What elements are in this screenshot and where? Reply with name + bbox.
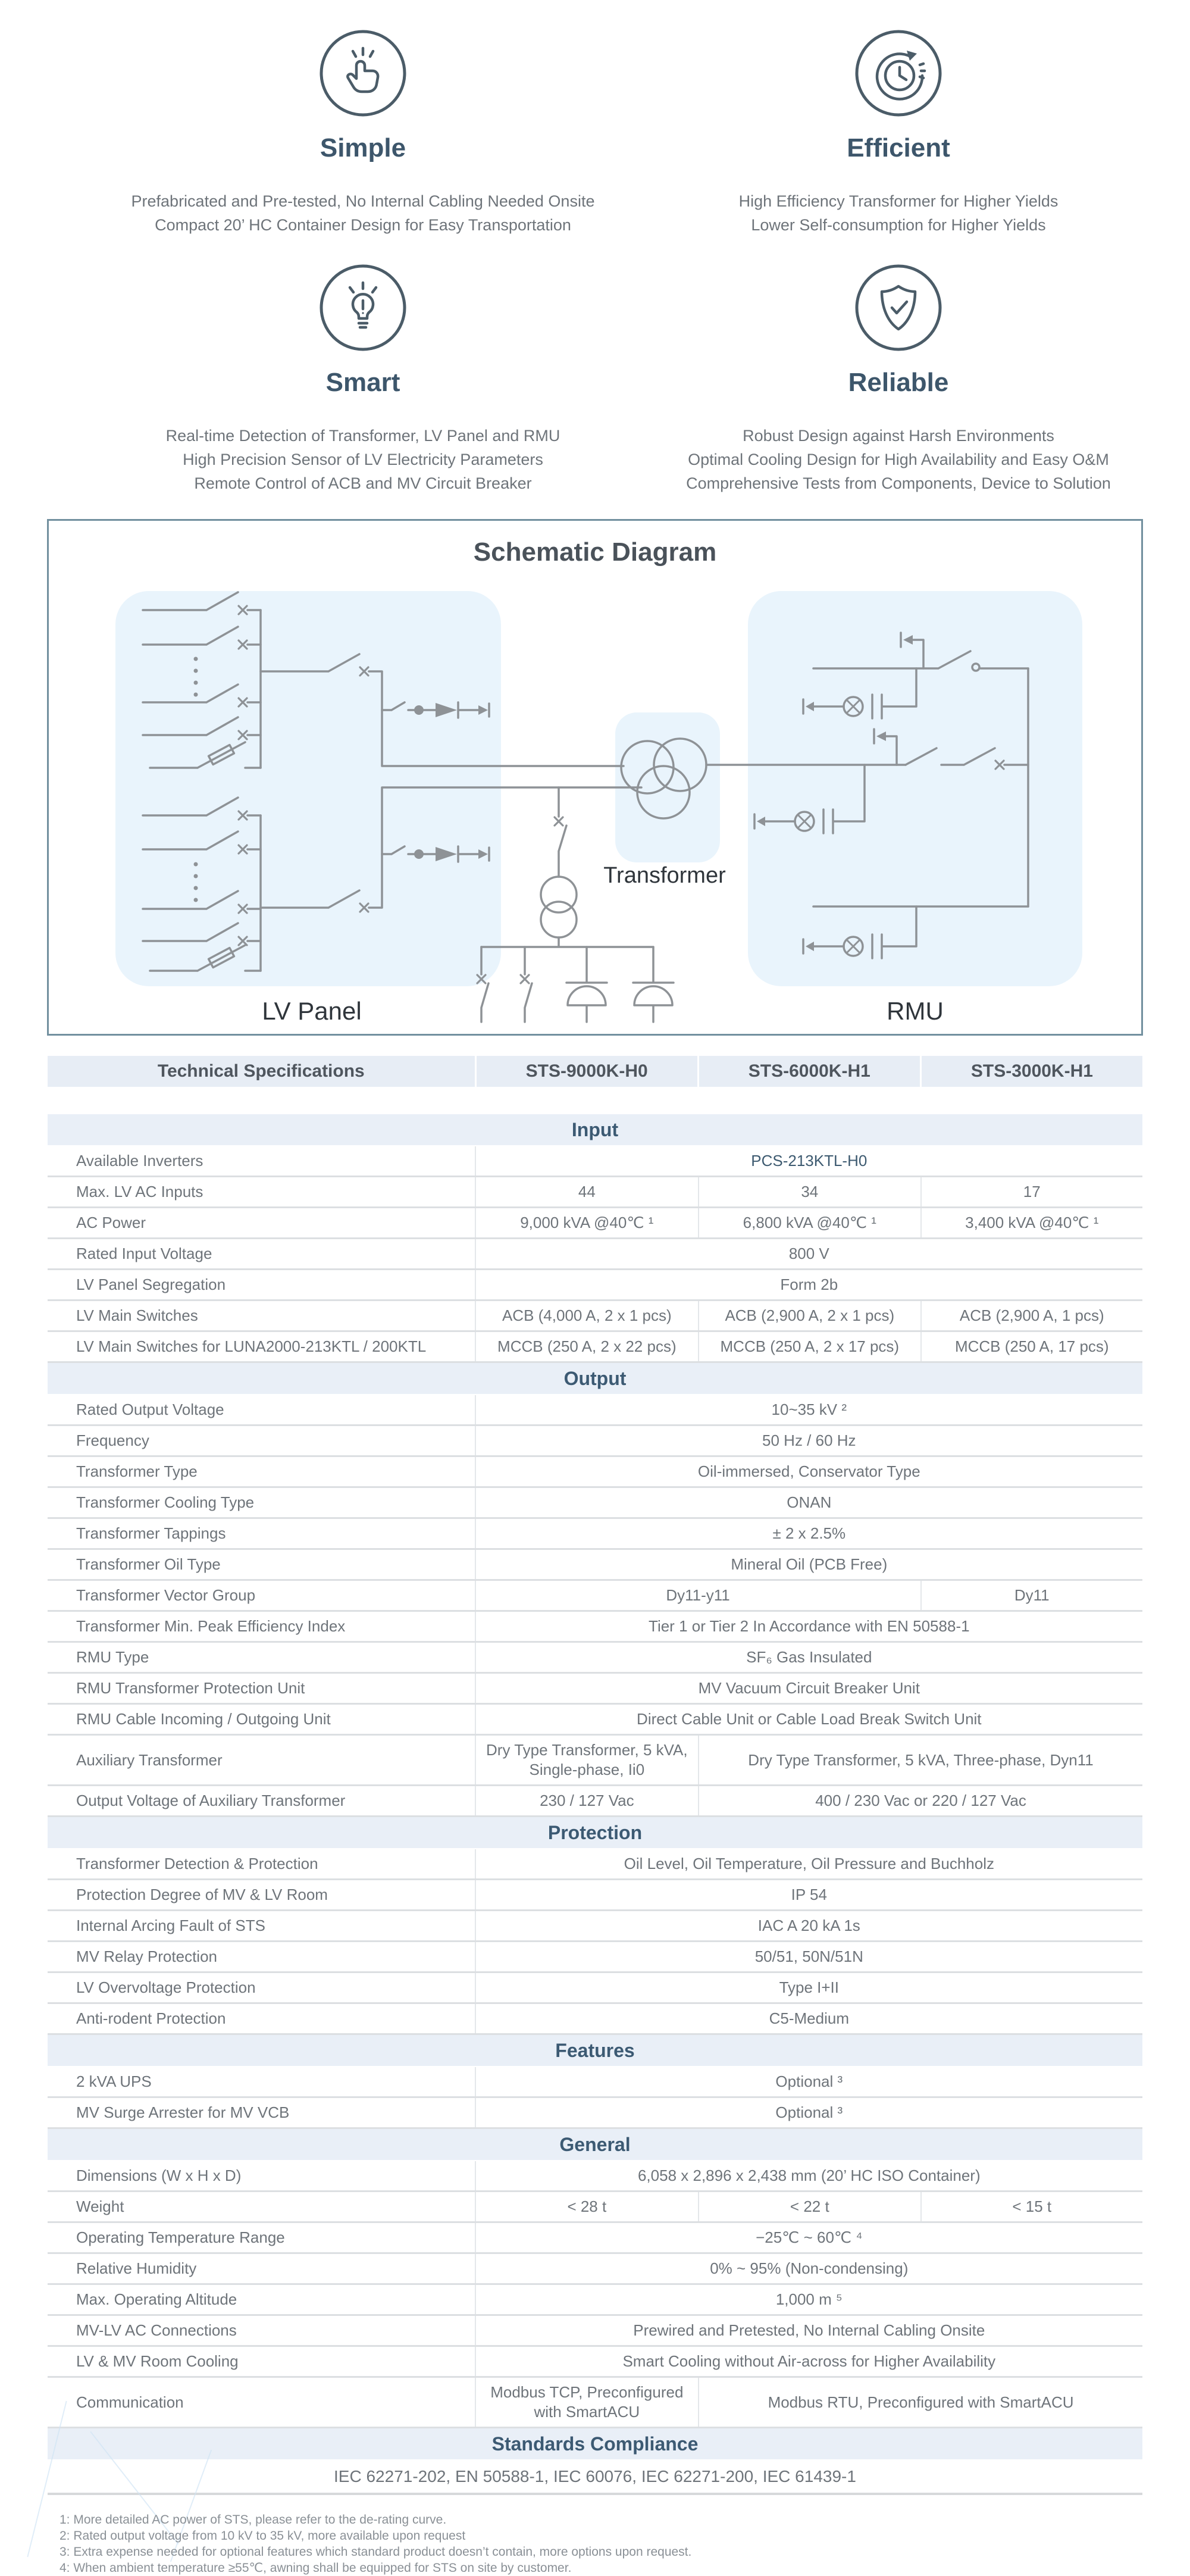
spec-values bbox=[475, 1786, 1142, 1815]
spec-value: PCS-213KTL-H0 bbox=[751, 1152, 868, 1170]
spec-value: 3,400 kVA @40℃ ¹ bbox=[920, 1208, 1142, 1237]
spec-value: C5-Medium bbox=[769, 2009, 849, 2027]
spec-value: Type I+II bbox=[779, 1978, 840, 1996]
spec-values bbox=[475, 2316, 1142, 2345]
feature-line: Robust Design against Harsh Environments bbox=[743, 427, 1054, 445]
spec-row bbox=[48, 1674, 1142, 1705]
spec-value: < 28 t bbox=[567, 2197, 607, 2215]
smart-bulb-icon bbox=[95, 263, 631, 352]
spec-row bbox=[48, 1849, 1142, 1880]
spec-label: RMU Cable Incoming / Outgoing Unit bbox=[76, 1710, 331, 1728]
spec-value: 6,058 x 2,896 x 2,438 mm (20’ HC ISO Container) bbox=[637, 2167, 981, 2184]
spec-row bbox=[48, 2192, 1142, 2223]
spec-row bbox=[48, 1488, 1142, 1519]
spec-label: LV Main Switches for LUNA2000-213KTL / 200KTL bbox=[76, 1337, 427, 1355]
spec-row bbox=[48, 1643, 1142, 1674]
feature-line: High Efficiency Transformer for Higher Yields bbox=[738, 192, 1059, 210]
column-header-model: STS-6000K-H1 bbox=[697, 1056, 920, 1087]
spec-label: MV Surge Arrester for MV VCB bbox=[76, 2103, 290, 2121]
feature-line: Compact 20’ HC Container Design for Easy Transportation bbox=[155, 216, 571, 234]
feature-line: Remote Control of ACB and MV Circuit Breaker bbox=[194, 474, 532, 492]
spec-label: Transformer Detection & Protection bbox=[76, 1855, 318, 1872]
schematic-title: Schematic Diagram bbox=[473, 537, 717, 567]
spec-value: MCCB (250 A, 2 x 22 pcs) bbox=[497, 1337, 677, 1355]
spec-label: AC Power bbox=[76, 1214, 146, 1231]
transformer-label: Transformer bbox=[603, 863, 726, 888]
spec-value: MCCB (250 A, 17 pcs) bbox=[920, 1332, 1142, 1361]
spec-label: Transformer Cooling Type bbox=[76, 1493, 255, 1511]
spec-value: Mineral Oil (PCB Free) bbox=[731, 1555, 888, 1573]
spec-values bbox=[475, 2098, 1142, 2127]
spec-row bbox=[48, 2378, 1142, 2428]
spec-label: Max. Operating Altitude bbox=[76, 2290, 237, 2308]
spec-values bbox=[475, 2285, 1142, 2314]
spec-values bbox=[475, 1177, 1142, 1206]
spec-label: Internal Arcing Fault of STS bbox=[76, 1917, 265, 1934]
spec-label: Transformer Tappings bbox=[76, 1524, 226, 1542]
spec-label: Max. LV AC Inputs bbox=[76, 1183, 203, 1201]
spec-values bbox=[475, 1395, 1142, 1424]
single-line-diagram bbox=[49, 521, 1141, 1034]
spec-value: 800 V bbox=[788, 1245, 829, 1262]
spec-values bbox=[475, 1674, 1142, 1703]
spec-label: Protection Degree of MV & LV Room bbox=[76, 1886, 328, 1903]
spec-values bbox=[475, 2067, 1142, 2096]
spec-values bbox=[475, 1581, 1142, 1610]
spec-value: SF₆ Gas Insulated bbox=[746, 1648, 872, 1666]
spec-value: MCCB (250 A, 2 x 17 pcs) bbox=[698, 1332, 920, 1361]
spec-label: LV & MV Room Cooling bbox=[76, 2352, 239, 2370]
section-header: Standards Compliance bbox=[48, 2428, 1142, 2459]
spec-row bbox=[48, 2223, 1142, 2254]
spec-row bbox=[48, 1332, 1142, 1363]
spec-row bbox=[48, 1581, 1142, 1612]
spec-value: IP 54 bbox=[791, 1886, 827, 1903]
spec-value: 34 bbox=[698, 1177, 920, 1206]
spec-values bbox=[475, 1519, 1142, 1548]
spec-value: ACB (2,900 A, 1 pcs) bbox=[920, 1301, 1142, 1330]
spec-values bbox=[475, 2254, 1142, 2283]
spec-label: MV Relay Protection bbox=[76, 1947, 217, 1965]
section-header: Protection bbox=[48, 1817, 1142, 1848]
spec-row bbox=[48, 1705, 1142, 1736]
table-header bbox=[48, 1056, 1142, 1087]
spec-table bbox=[48, 1056, 1142, 2493]
spec-label: LV Overvoltage Protection bbox=[76, 1978, 256, 1996]
spec-values bbox=[475, 1301, 1142, 1330]
spec-value: Modbus RTU, Preconfigured with SmartACU bbox=[698, 2378, 1142, 2427]
feature-description bbox=[95, 189, 631, 237]
spec-value: Dy11 bbox=[920, 1581, 1142, 1610]
feature-title: Smart bbox=[325, 368, 400, 397]
spec-value: 6,800 kVA @40℃ ¹ bbox=[698, 1208, 920, 1237]
spec-label: MV-LV AC Connections bbox=[76, 2321, 237, 2339]
spec-label: LV Main Switches bbox=[76, 1306, 198, 1324]
spec-value: Optional ³ bbox=[775, 2072, 843, 2090]
footnote: 2: Rated output voltage from 10 kV to 35 kV, more available upon request bbox=[60, 2529, 466, 2543]
spec-row bbox=[48, 1942, 1142, 1973]
spec-value: 10~35 kV ² bbox=[771, 1400, 847, 1418]
feature-card bbox=[95, 29, 631, 237]
spec-value: Optional ³ bbox=[775, 2103, 843, 2121]
feature-card bbox=[95, 263, 631, 495]
shield-check-icon bbox=[631, 263, 1166, 352]
spec-values bbox=[475, 1488, 1142, 1517]
spec-values bbox=[475, 1270, 1142, 1299]
footnote: 3: Extra expense needed for optional features which standard product doesn’t contain, more options upon request. bbox=[60, 2545, 692, 2559]
spec-value: ACB (4,000 A, 2 x 1 pcs) bbox=[502, 1306, 672, 1324]
spec-row bbox=[48, 2004, 1142, 2035]
spec-values bbox=[475, 2223, 1142, 2252]
spec-value: < 22 t bbox=[698, 2192, 920, 2221]
spec-value: 50/51, 50N/51N bbox=[754, 1947, 863, 1965]
section-header: Input bbox=[48, 1114, 1142, 1145]
feature-title: Simple bbox=[320, 133, 406, 162]
spec-value: Oil Level, Oil Temperature, Oil Pressure and Buchholz bbox=[624, 1855, 994, 1872]
feature-card bbox=[631, 263, 1166, 495]
spec-value: ± 2 x 2.5% bbox=[772, 1524, 846, 1542]
table-header-title: Technical Specifications bbox=[157, 1061, 365, 1081]
spec-values bbox=[475, 1736, 1142, 1784]
spec-value: 17 bbox=[920, 1177, 1142, 1206]
spec-row bbox=[48, 2161, 1142, 2192]
spec-value: < 15 t bbox=[920, 2192, 1142, 2221]
spec-label: Communication bbox=[76, 2393, 184, 2411]
feature-line: High Precision Sensor of LV Electricity Parameters bbox=[183, 451, 543, 468]
spec-value: Oil-immersed, Conservator Type bbox=[697, 1462, 920, 1480]
spec-row bbox=[48, 1880, 1142, 1911]
spec-values bbox=[475, 1208, 1142, 1237]
feature-description bbox=[631, 189, 1166, 237]
spec-value: 400 / 230 Vac or 220 / 127 Vac bbox=[698, 1786, 1142, 1815]
feature-line: Optimal Cooling Design for High Availability and Easy O&M bbox=[688, 451, 1109, 468]
spec-values bbox=[475, 2378, 1142, 2427]
spec-value: Prewired and Pretested, No Internal Cabling Onsite bbox=[633, 2321, 985, 2339]
spec-values bbox=[475, 2161, 1142, 2190]
spec-row bbox=[48, 1239, 1142, 1270]
spec-row bbox=[48, 1457, 1142, 1488]
spec-value: Direct Cable Unit or Cable Load Break Switch Unit bbox=[637, 1710, 982, 1728]
column-header-model: STS-9000K-H0 bbox=[475, 1056, 697, 1087]
spec-values bbox=[475, 1550, 1142, 1579]
spec-values bbox=[475, 1426, 1142, 1455]
spec-values bbox=[475, 1942, 1142, 1971]
efficiency-clock-icon bbox=[631, 29, 1166, 118]
spec-values bbox=[475, 1911, 1142, 1940]
spec-values bbox=[475, 1239, 1142, 1268]
spec-row bbox=[48, 1395, 1142, 1426]
feature-description bbox=[95, 424, 631, 495]
spec-label: Transformer Oil Type bbox=[76, 1555, 221, 1573]
spec-row bbox=[48, 1911, 1142, 1942]
spec-value: 44 bbox=[578, 1183, 596, 1201]
standards-text: IEC 62271-202, EN 50588-1, IEC 60076, IEC 62271-200, IEC 61439-1 bbox=[334, 2467, 856, 2486]
spec-value: Modbus TCP, Preconfigured with SmartACU bbox=[490, 2383, 684, 2421]
column-header-model: STS-3000K-H1 bbox=[920, 1056, 1142, 1087]
spec-values bbox=[475, 2004, 1142, 2033]
spec-row bbox=[48, 1146, 1142, 1177]
spec-values bbox=[475, 1146, 1142, 1176]
footnote: 1: More detailed AC power of STS, please refer to the de-rating curve. bbox=[60, 2513, 447, 2527]
tap-icon bbox=[95, 29, 631, 118]
spec-value: Dry Type Transformer, 5 kVA, Single-phase, Ii0 bbox=[486, 1741, 688, 1778]
spec-value: 0% ~ 95% (Non-condensing) bbox=[710, 2259, 909, 2277]
spec-row bbox=[48, 2316, 1142, 2347]
spec-values bbox=[475, 2347, 1142, 2376]
spec-label: Operating Temperature Range bbox=[76, 2228, 285, 2246]
section-header: Output bbox=[48, 1363, 1142, 1394]
spec-value: MV Vacuum Circuit Breaker Unit bbox=[698, 1679, 920, 1697]
spec-label: Relative Humidity bbox=[76, 2259, 197, 2277]
spec-label: 2 kVA UPS bbox=[76, 2072, 152, 2090]
table-sections bbox=[48, 1114, 1142, 2459]
spec-label: LV Panel Segregation bbox=[76, 1276, 226, 1293]
spec-value: −25℃ ~ 60℃ ⁴ bbox=[756, 2228, 863, 2246]
spec-values bbox=[475, 1643, 1142, 1672]
feature-line: Prefabricated and Pre-tested, No Internal Cabling Needed Onsite bbox=[131, 192, 595, 210]
feature-title: Efficient bbox=[847, 133, 950, 162]
spec-row bbox=[48, 2347, 1142, 2378]
spec-value: 9,000 kVA @40℃ ¹ bbox=[520, 1214, 654, 1231]
spec-label: Weight bbox=[76, 2197, 124, 2215]
rmu-region bbox=[748, 591, 1082, 986]
feature-line: Real-time Detection of Transformer, LV Panel and RMU bbox=[165, 427, 560, 445]
spec-values bbox=[475, 1880, 1142, 1909]
spec-label: Transformer Type bbox=[76, 1462, 198, 1480]
spec-value: Dy11-y11 bbox=[666, 1586, 730, 1604]
spec-value: 1,000 m ⁵ bbox=[775, 2290, 843, 2308]
schematic-box bbox=[47, 519, 1143, 1036]
feature-line: Lower Self-consumption for Higher Yields bbox=[751, 216, 1046, 234]
spec-label: Output Voltage of Auxiliary Transformer bbox=[76, 1792, 346, 1809]
spec-label: Rated Input Voltage bbox=[76, 1245, 212, 1262]
section-header: Features bbox=[48, 2035, 1142, 2066]
spec-row bbox=[48, 1270, 1142, 1301]
spec-row bbox=[48, 2285, 1142, 2316]
spec-value: IAC A 20 kA 1s bbox=[757, 1917, 860, 1934]
spec-values bbox=[475, 1332, 1142, 1361]
feature-description bbox=[631, 424, 1166, 495]
spec-row bbox=[48, 1786, 1142, 1817]
spec-row bbox=[48, 1208, 1142, 1239]
spec-values bbox=[475, 1457, 1142, 1486]
spec-values bbox=[475, 1973, 1142, 2002]
spec-label: Transformer Vector Group bbox=[76, 1586, 256, 1604]
spec-row bbox=[48, 2067, 1142, 2098]
feature-title: Reliable bbox=[848, 368, 949, 397]
spec-value: Tier 1 or Tier 2 In Accordance with EN 50588-1 bbox=[649, 1617, 970, 1635]
spec-value: 50 Hz / 60 Hz bbox=[762, 1431, 856, 1449]
spec-label: Dimensions (W x H x D) bbox=[76, 2167, 242, 2184]
feature-grid bbox=[0, 0, 1190, 495]
footer-divider bbox=[48, 2493, 1142, 2495]
spec-row bbox=[48, 1612, 1142, 1643]
spec-values bbox=[475, 1612, 1142, 1641]
feature-card bbox=[631, 29, 1166, 237]
spec-label: RMU Transformer Protection Unit bbox=[76, 1679, 305, 1697]
spec-values bbox=[475, 1849, 1142, 1878]
spec-row bbox=[48, 2098, 1142, 2129]
spec-values bbox=[475, 1705, 1142, 1734]
spec-values bbox=[475, 2192, 1142, 2221]
spec-value: 230 / 127 Vac bbox=[540, 1792, 634, 1809]
lv-panel-label: LV Panel bbox=[262, 997, 362, 1025]
footnotes bbox=[60, 2512, 1190, 2576]
spec-value: Smart Cooling without Air-across for Higher Availability bbox=[622, 2352, 996, 2370]
spec-value: Form 2b bbox=[780, 1276, 838, 1293]
spec-row bbox=[48, 1426, 1142, 1457]
spec-label: Available Inverters bbox=[76, 1152, 203, 1170]
spec-value: ACB (2,900 A, 2 x 1 pcs) bbox=[698, 1301, 920, 1330]
rmu-label: RMU bbox=[887, 997, 944, 1025]
spec-label: Auxiliary Transformer bbox=[76, 1750, 223, 1769]
spec-row bbox=[48, 1519, 1142, 1550]
spec-label: RMU Type bbox=[76, 1648, 149, 1666]
lv-panel-region bbox=[115, 591, 501, 986]
spec-row bbox=[48, 1177, 1142, 1208]
spec-label: Rated Output Voltage bbox=[76, 1400, 224, 1418]
spec-label: Transformer Min. Peak Efficiency Index bbox=[76, 1617, 346, 1635]
spec-row bbox=[48, 2254, 1142, 2285]
spec-row bbox=[48, 1736, 1142, 1786]
footnote: 4: When ambient temperature ≥55℃, awning shall be equipped for STS on site by customer. bbox=[60, 2561, 572, 2575]
spec-value: ONAN bbox=[787, 1493, 832, 1511]
feature-line: Comprehensive Tests from Components, Device to Solution bbox=[686, 474, 1111, 492]
spec-row bbox=[48, 1301, 1142, 1332]
spec-label: Frequency bbox=[76, 1431, 149, 1449]
spec-row bbox=[48, 1973, 1142, 2004]
spec-label: Anti-rodent Protection bbox=[76, 2009, 226, 2027]
spec-row bbox=[48, 1550, 1142, 1581]
section-header: General bbox=[48, 2129, 1142, 2160]
spec-value: Dry Type Transformer, 5 kVA, Three-phase, Dyn11 bbox=[698, 1736, 1142, 1784]
